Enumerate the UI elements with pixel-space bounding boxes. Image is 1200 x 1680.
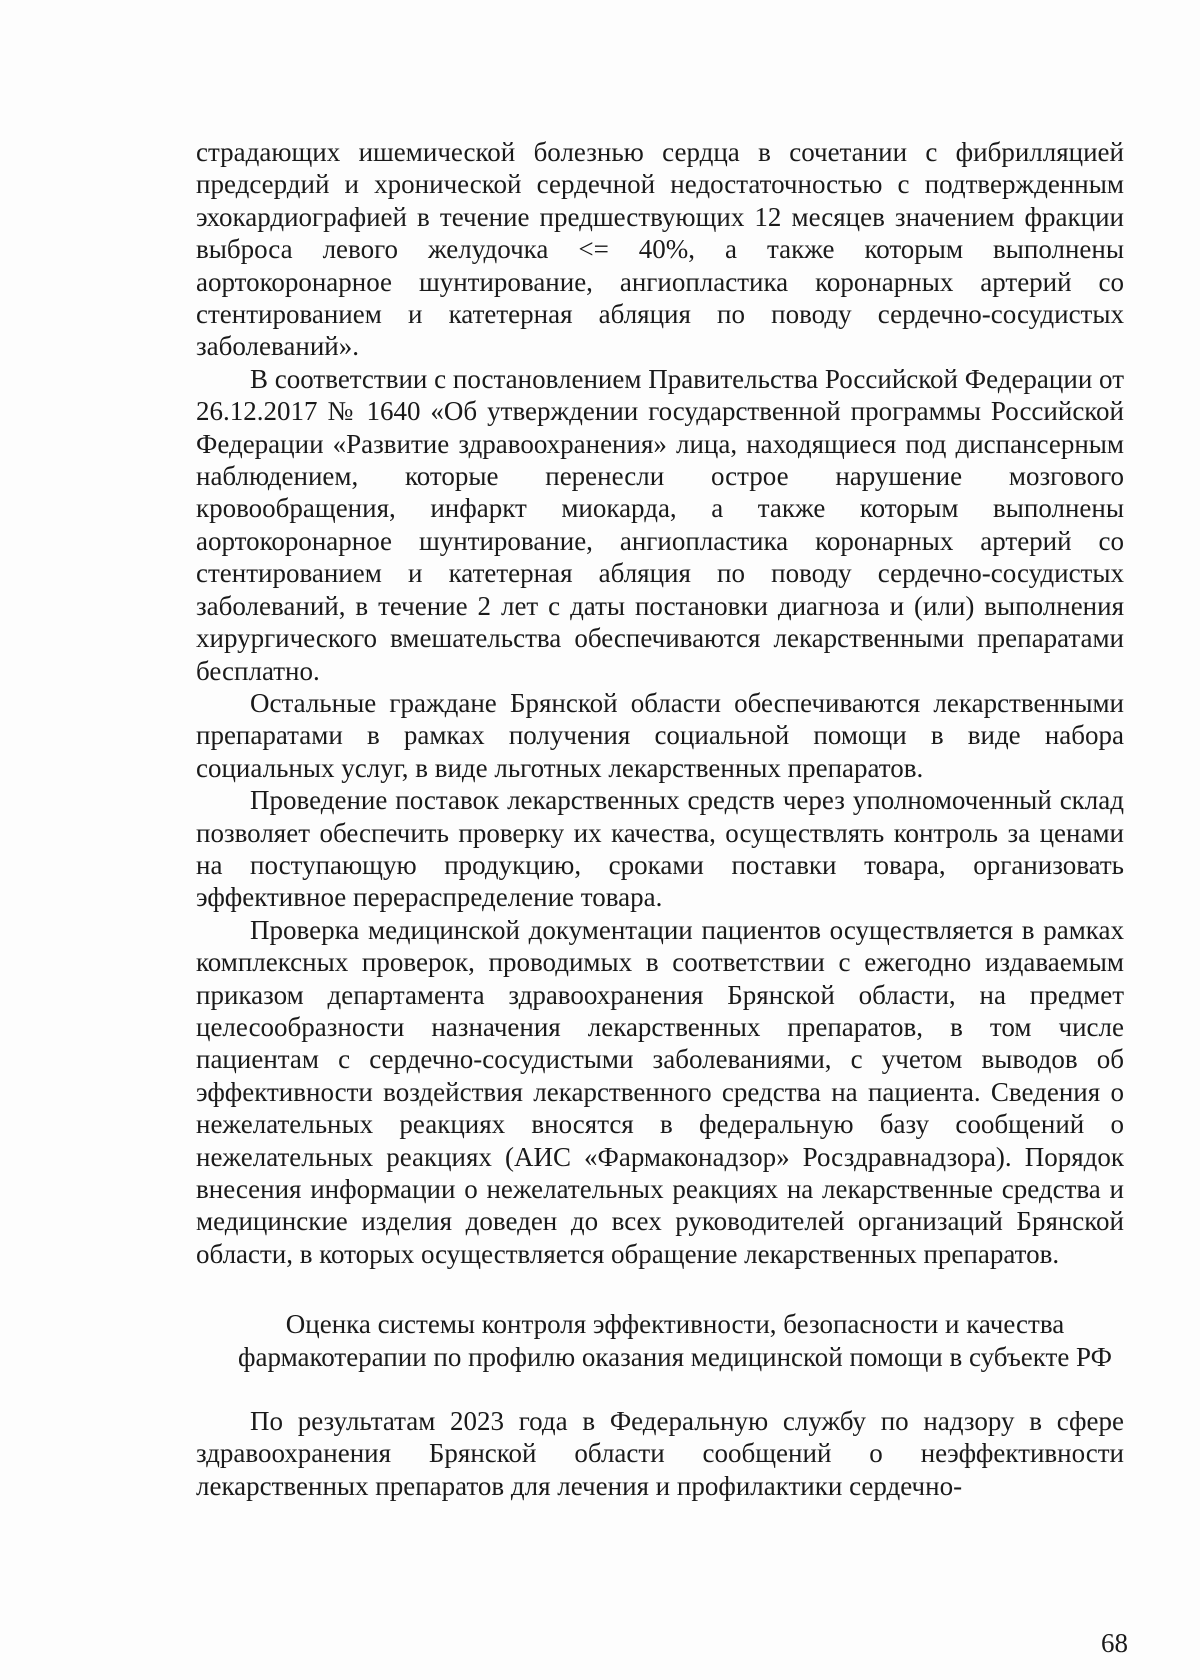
section-heading-line-2: фармакотерапии по профилю оказания медицинской помощи в субъекте РФ: [238, 1341, 1112, 1372]
document-body: [196, 136, 1124, 1502]
paragraph-documentation-check: Проверка медицинской документации пациентов осуществляется в рамках комплексных проверок, проводимых в соответствии с ежегодно издаваемым приказом департамента здравоохранения Брянской области, на предмет целесообразности назначения лекарственных препаратов, в том числе пациентам с сердечно-сосудистыми заболеваниями, с учетом выводов об эффективности воздействия лекарственного средства на пациента. Сведения о нежелательных реакциях вносятся в федеральную базу сообщений о нежелательных реакциях (АИС «Фармаконадзор» Росздравнадзора). Порядок внесения информации о нежелательных реакциях на лекарственные средства и медицинские изделия доведен до всех руководителей организаций Брянской области, в которых осуществляется обращение лекарственных препаратов.: [196, 914, 1124, 1269]
paragraph-supply-warehouse: Проведение поставок лекарственных средств через уполномоченный склад позволяет обеспечить проверку их качества, осуществлять контроль за ценами на поступающую продукцию, сроками поставки товара, организовать эффективное перераспределение товара.: [196, 785, 1124, 913]
section-heading: [196, 1308, 1124, 1373]
paragraph-continuation: страдающих ишемической болезнью сердца в сочетании с фибрилляцией предсердий и хронической сердечной недостаточностью с подтвержденным эхокардиографией в течение предшествующих 12 месяцев значением фракции выброса левого желудочка <= 40%, а также которым выполнены аортокоронарное шунтирование, ангиопластика коронарных артерий со стентированием и катетерная абляция по поводу сердечно-сосудистых заболеваний».: [196, 137, 1124, 362]
paragraph-results-2023: По результатам 2023 года в Федеральную службу по надзору в сфере здравоохранения Брянской области сообщений о неэффективности лекарственных препаратов для лечения и профилактики сердечно-: [196, 1406, 1124, 1501]
section-heading-line-1: Оценка системы контроля эффективности, безопасности и качества: [285, 1309, 1065, 1340]
paragraph-other-citizens: Остальные граждане Брянской области обеспечиваются лекарственными препаратами в рамках получения социальной помощи в виде набора социальных услуг, в виде льготных лекарственных препаратов.: [196, 687, 1124, 783]
page-number: 68: [1101, 1628, 1128, 1658]
paragraph-government-decree: В соответствии с постановлением Правительства Российской Федерации от 26.12.2017 № 1640 «Об утверждении государственной программы Российской Федерации «Развитие здравоохранения» лица, находящиеся под диспансерным наблюдением, которые перенесли острое нарушение мозгового кровообращения, инфаркт миокарда, а также которым выполнены аортокоронарное шунтирование, ангиопластика коронарных артерий со стентированием и катетерная абляция по поводу сердечно-сосудистых заболеваний, в течение 2 лет с даты постановки диагноза и (или) выполнения хирургического вмешательства обеспечиваются лекарственными препаратами бесплатно.: [196, 363, 1124, 686]
